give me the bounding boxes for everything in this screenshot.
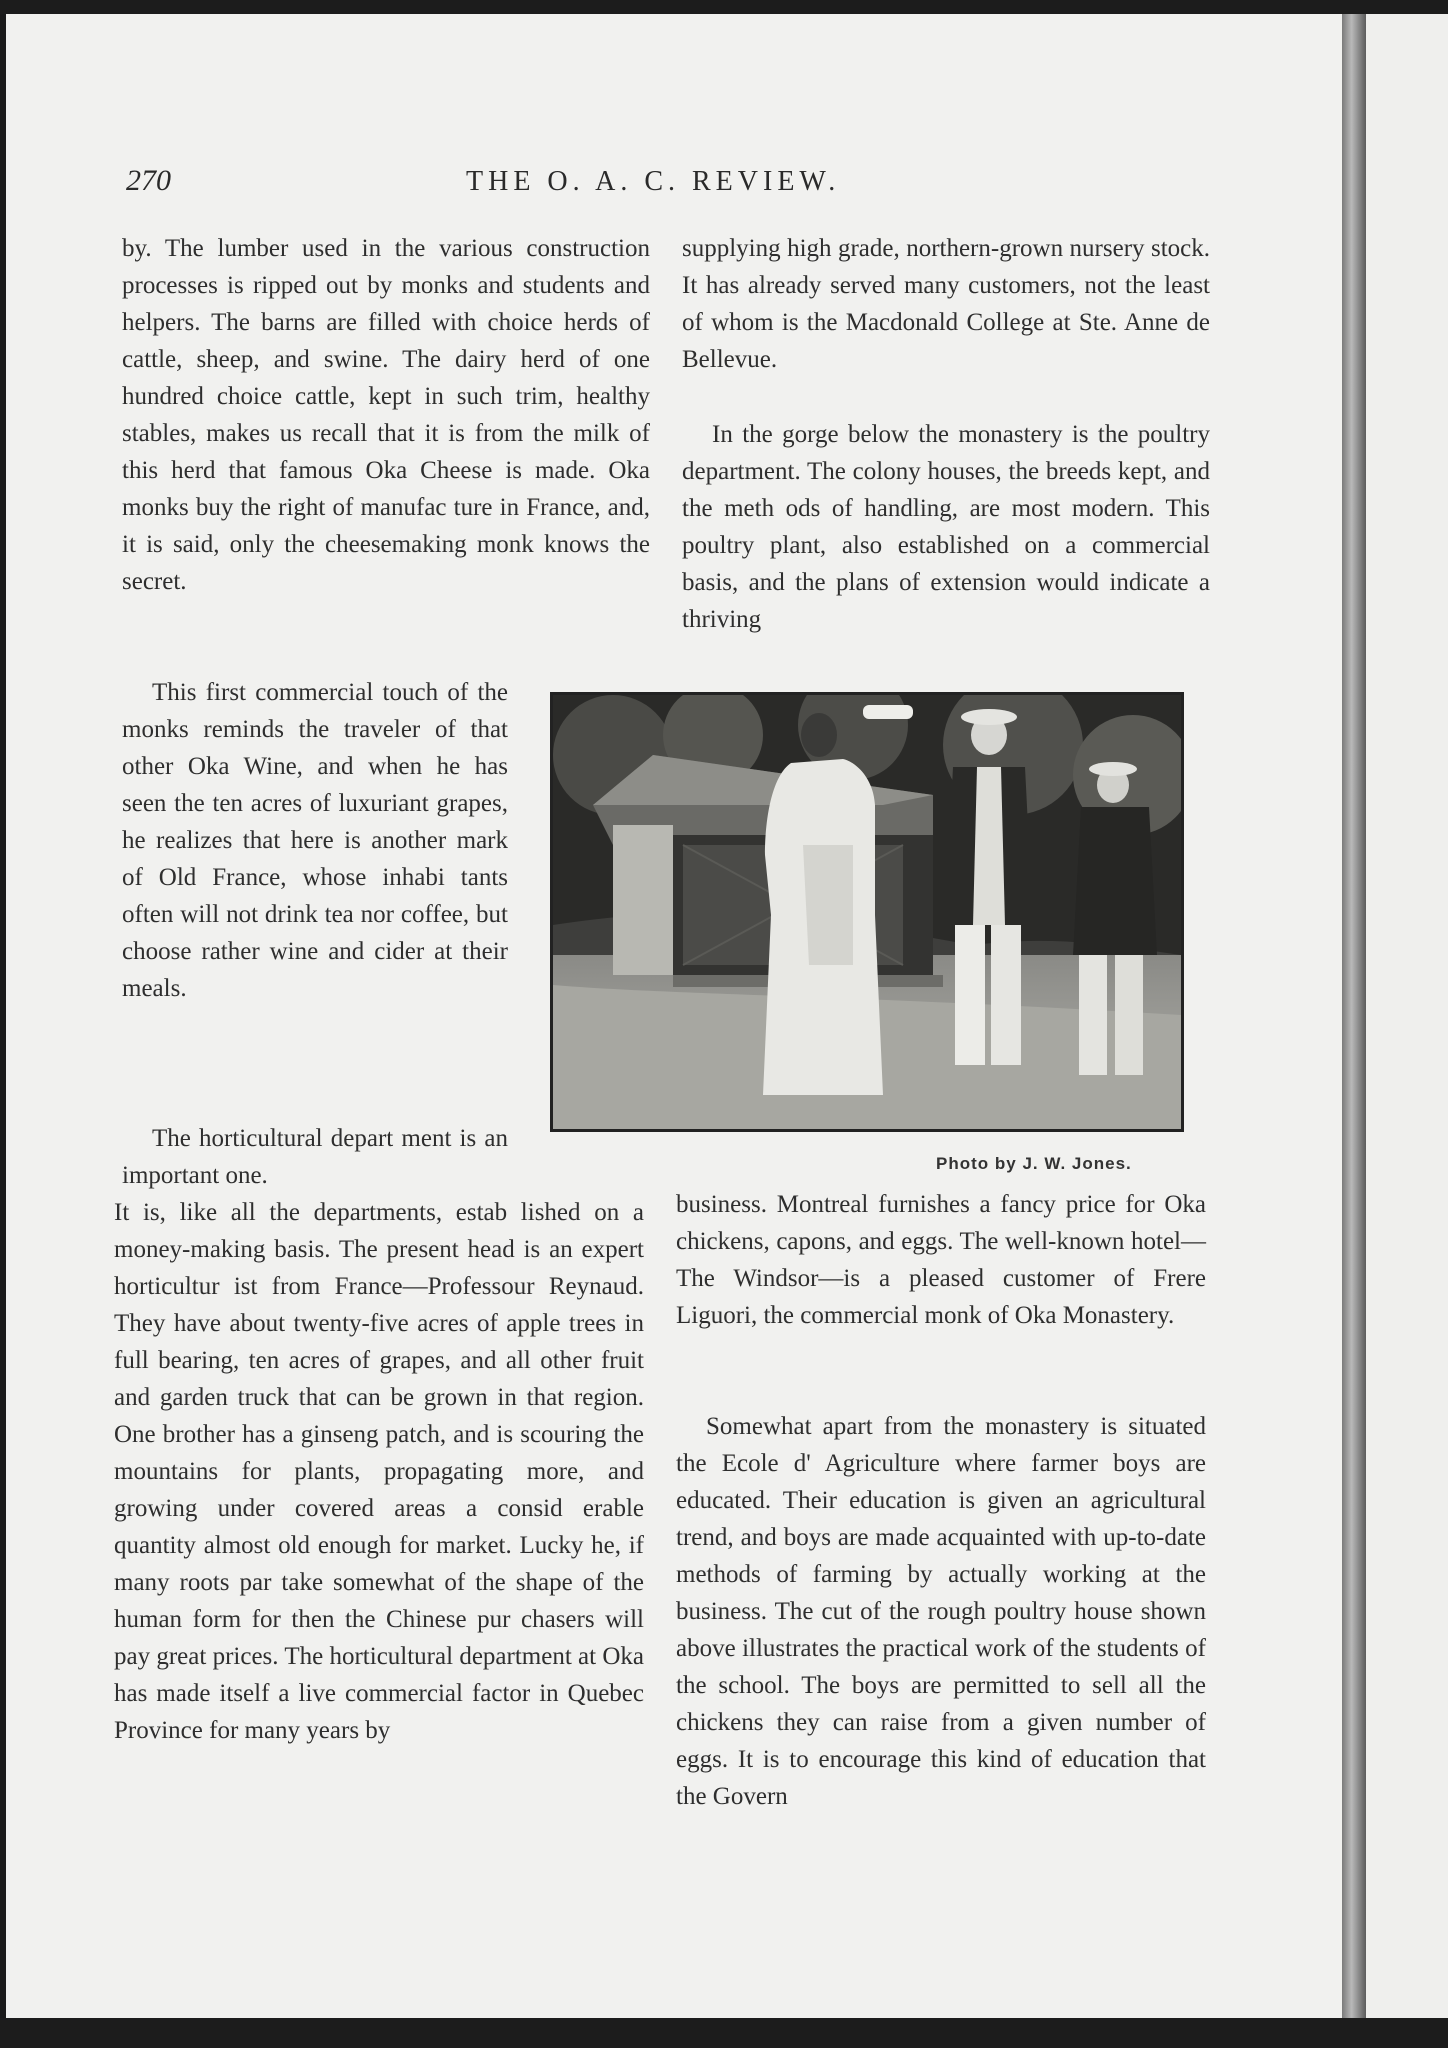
right-paragraph-3: business. Montreal furnishes a fancy price for Oka chickens, capons, and eggs. The well-known hotel—The Windsor—is a pleased customer of Frere Liguori, the commercial monk of Oka Monastery. (676, 1191, 1206, 1329)
right-paragraph-1: supplying high grade, northern-grown nursery stock. It has already served many customers, not the least of whom is the Macdonald College at Ste. Anne de Bellevue. (682, 235, 1210, 373)
left-paragraph-1: by. The lumber used in the various construction processes is ripped out by monks and students and helpers. The barns are filled with choice herds of cattle, sheep, and swine. The dairy herd of one hundred choice cattle, kept in such trim, healthy stables, makes us recall that it is from the milk of this herd that famous Oka Cheese is made. Oka monks buy the right of manufac ture in France, and, it is said, only the cheesemaking monk knows the secret. (122, 235, 650, 595)
scan-top-border (0, 0, 1448, 14)
photo-image (553, 695, 1181, 1129)
scan-bottom-border (0, 2018, 1448, 2048)
page-fold-edge (1342, 14, 1366, 2018)
page-number: 270 (126, 164, 171, 197)
photograph-poultry-house (550, 692, 1184, 1132)
photo-credit: Photo by J. W. Jones. (936, 1154, 1132, 1173)
left-paragraph-3-cont: It is, like all the departments, estab lished on a money-making basis. The present head is an expert horticultur ist from France—Professour Reynaud. They have about twenty-five acres of apple trees in full bearing, ten acres of grapes, and all other fruit and garden truck that can be grown in that region. One brother has a ginseng patch, and is scouring the mountains for plants, propagating more, and growing under covered areas a consid erable quantity almost old enough for market. Lucky he, if many roots par take somewhat of the shape of the human form for then the Chinese pur chasers will pay great prices. The horticultural department at Oka has made itself a live commercial factor in Quebec Province for many years by (114, 1199, 644, 1744)
right-paragraph-2: In the gorge below the monastery is the poultry department. The colony houses, the breeds kept, and the meth ods of handling, are most modern. This poultry plant, also established on a commercial basis, and the plans of extension would indicate a thriving (682, 421, 1210, 633)
left-paragraph-3-start: The horticultural depart ment is an important one. (122, 1125, 508, 1189)
journal-page (6, 14, 1342, 2018)
running-head: THE O. A. C. REVIEW. (466, 166, 841, 197)
right-paragraph-4: Somewhat apart from the monastery is situated the Ecole d' Agriculture where farmer boys are educated. Their education is given an agricultural trend, and boys are made acquainted with up-to-date methods of farming by actually working at the business. The cut of the rough poultry house shown above illustrates the practical work of the students of the school. The boys are permitted to sell all the chickens they can raise from a given number of eggs. It is to encourage this kind of education that the Govern (676, 1413, 1206, 1810)
left-paragraph-2: This first commercial touch of the monks reminds the traveler of that other Oka Wine, and when he has seen the ten acres of luxuriant grapes, he realizes that here is another mark of Old France, whose inhabi tants often will not drink tea nor coffee, but choose rather wine and cider at their meals. (122, 679, 508, 1002)
adjacent-page-margin (1366, 14, 1448, 2018)
